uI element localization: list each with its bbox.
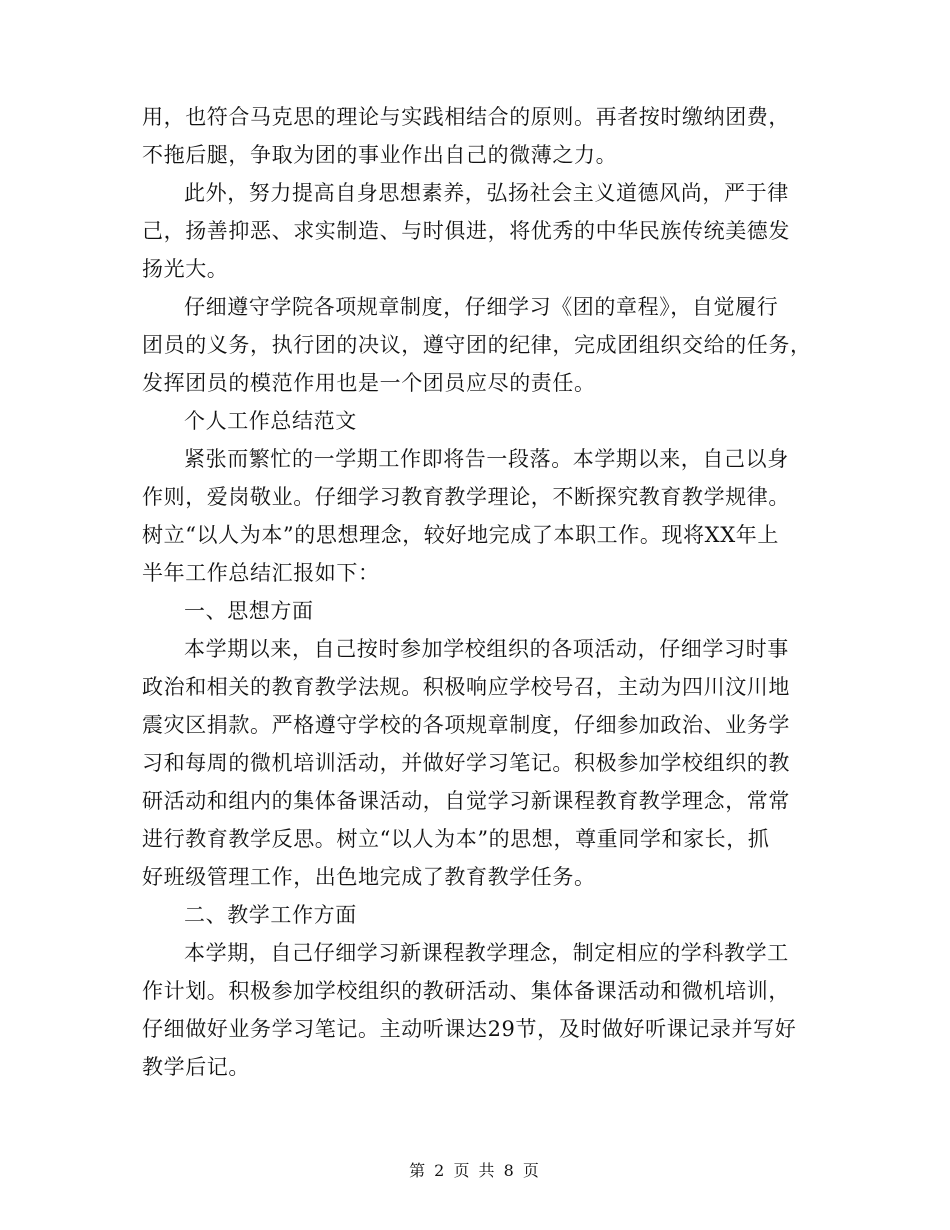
text-line: 好班级管理工作，出色地完成了教育教学任务。 <box>142 865 596 889</box>
section-heading: 个人工作总结范文 <box>184 409 357 433</box>
text-line: 进行教育教学反思。树立“以人为本”的思想，尊重同学和家长，抓 <box>142 827 770 851</box>
page-footer: 第 2 页 共 8 页 <box>409 1161 541 1180</box>
text-line: 用，也符合马克思的理论与实践相结合的原则。再者按时缴纳团费， <box>142 105 790 129</box>
text-line: 己，扬善抑恶、求实制造、与时俱进，将优秀的中华民族传统美德发 <box>142 219 790 243</box>
text-line: 作则，爱岗敬业。仔细学习教育教学理论，不断探究教育教学规律。 <box>142 485 790 509</box>
text-line: 研活动和组内的集体备课活动，自觉学习新课程教育教学理念，常常 <box>142 789 790 813</box>
text-line: 此外，努力提高自身思想素养，弘扬社会主义道德风尚，严于律 <box>184 181 789 205</box>
text-line: 半年工作总结汇报如下： <box>142 561 380 585</box>
section-heading: 二、教学工作方面 <box>184 903 357 927</box>
text-line: 震灾区捐款。严格遵守学校的各项规章制度，仔细参加政治、业务学 <box>142 713 790 737</box>
text-line: 团员的义务，执行团的决议，遵守团的纪律，完成团组织交给的任务， <box>142 333 812 357</box>
text-line: 本学期以来，自己按时参加学校组织的各项活动，仔细学习时事 <box>184 637 789 661</box>
text-line: 不拖后腿，争取为团的事业作出自己的微薄之力。 <box>142 143 618 167</box>
text-line: 仔细做好业务学习笔记。主动听课达29节，及时做好听课记录并写好 <box>142 1017 797 1041</box>
text-line: 作计划。积极参加学校组织的教研活动、集体备课活动和微机培训， <box>142 979 790 1003</box>
text-line: 发挥团员的模范作用也是一个团员应尽的责任。 <box>142 371 596 395</box>
text-line: 仔细遵守学院各项规章制度，仔细学习《团的章程》，自觉履行 <box>184 295 779 319</box>
text-line: 习和每周的微机培训活动，并做好学习笔记。积极参加学校组织的教 <box>142 751 790 775</box>
document-body <box>142 98 812 1086</box>
text-line: 本学期，自己仔细学习新课程教学理念，制定相应的学科教学工 <box>184 941 789 965</box>
text-line: 树立“以人为本”的思想理念，较好地完成了本职工作。现将XX年上 <box>142 523 779 547</box>
text-line: 紧张而繁忙的一学期工作即将告一段落。本学期以来，自己以身 <box>184 447 789 471</box>
section-heading: 一、思想方面 <box>184 599 314 623</box>
text-line: 政治和相关的教育教学法规。积极响应学校号召，主动为四川汶川地 <box>142 675 790 699</box>
text-line: 扬光大。 <box>142 257 229 281</box>
text-line: 教学后记。 <box>142 1055 250 1079</box>
